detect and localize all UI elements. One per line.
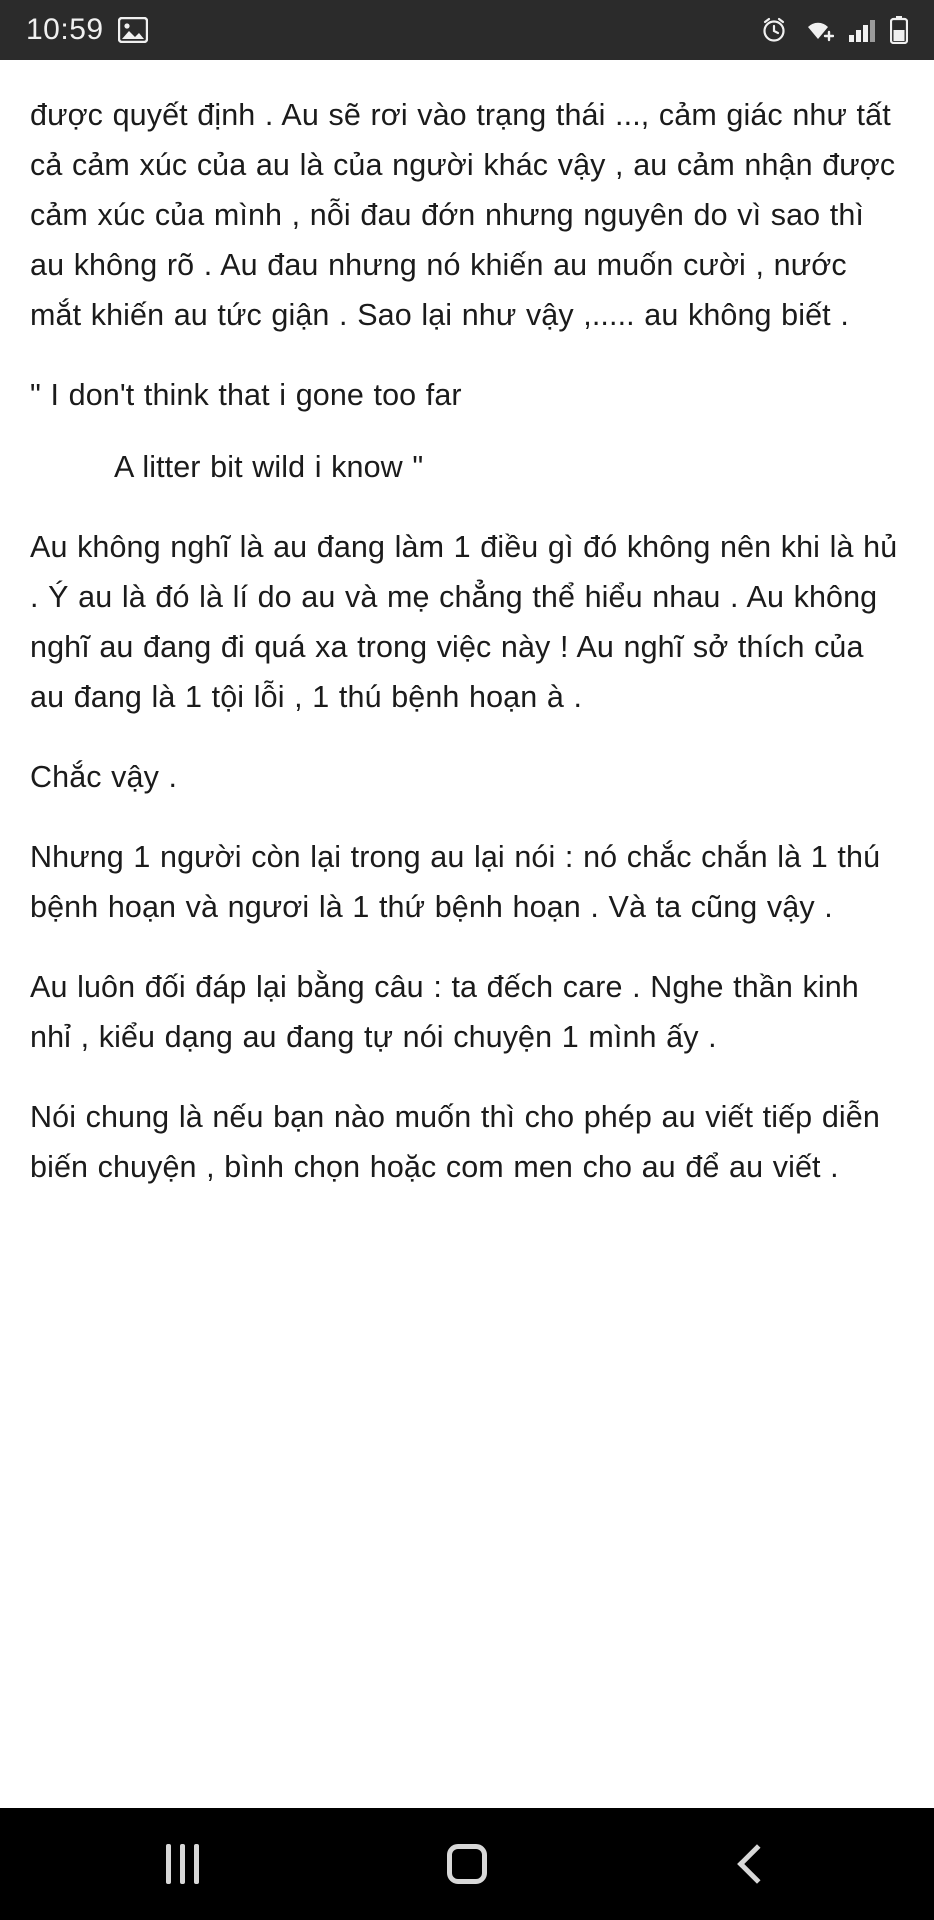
status-bar <box>0 0 934 60</box>
status-bar-left <box>26 13 148 47</box>
alarm-icon <box>760 16 788 44</box>
recents-icon[interactable] <box>122 1824 242 1904</box>
image-icon <box>118 17 148 43</box>
home-icon[interactable] <box>407 1824 527 1904</box>
status-clock: 10:59 <box>26 13 104 46</box>
wifi-icon <box>802 17 834 43</box>
battery-icon <box>890 16 908 44</box>
status-bar-right <box>760 16 908 44</box>
paragraph: Nói chung là nếu bạn nào muốn thì cho phép au viết tiếp diễn biến chuyện , bình chọn hoặc com men cho au để au viết . <box>30 1100 880 1184</box>
quote-line-2: A litter bit wild i know " <box>114 450 424 484</box>
paragraph: được quyết định . Au sẽ rơi vào trạng thái ..., cảm giác như tất cả cảm xúc của au là của người khác vậy , au cảm nhận được cảm xúc của mình , nỗi đau đớn nhưng nguyên do vì sao thì au không rõ . Au đau nhưng nó khiến au muốn cười , nước mắt khiến au tức giận . Sao lại như vậy ,..... au không biết . <box>30 98 896 332</box>
back-icon[interactable] <box>692 1824 812 1904</box>
home-square <box>447 1844 487 1884</box>
recents-bars <box>166 1844 199 1884</box>
story-text-content[interactable] <box>0 60 934 1808</box>
paragraph: Nhưng 1 người còn lại trong au lại nói : nó chắc chắn là 1 thú bệnh hoạn và ngươi là 1 thứ bệnh hoạn . Và ta cũng vậy . <box>30 840 881 924</box>
back-chevron <box>737 1844 777 1884</box>
quote-line-1: " I don't think that i gone too far <box>30 378 462 412</box>
paragraph: Au luôn đối đáp lại bằng câu : ta đếch care . Nghe thần kinh nhỉ , kiểu dạng au đang tự nói chuyện 1 mình ấy . <box>30 970 859 1054</box>
paragraph: Au không nghĩ là au đang làm 1 điều gì đó không nên khi là hủ . Ý au là đó là lí do au và mẹ chẳng thể hiểu nhau . Au không nghĩ au đang đi quá xa trong việc này ! Au nghĩ sở thích của au đang là 1 tội lỗi , 1 thú bệnh hoạn à . <box>30 530 898 714</box>
signal-icon <box>848 17 876 43</box>
navigation-bar <box>0 1808 934 1920</box>
paragraph: Chắc vậy . <box>30 760 178 794</box>
